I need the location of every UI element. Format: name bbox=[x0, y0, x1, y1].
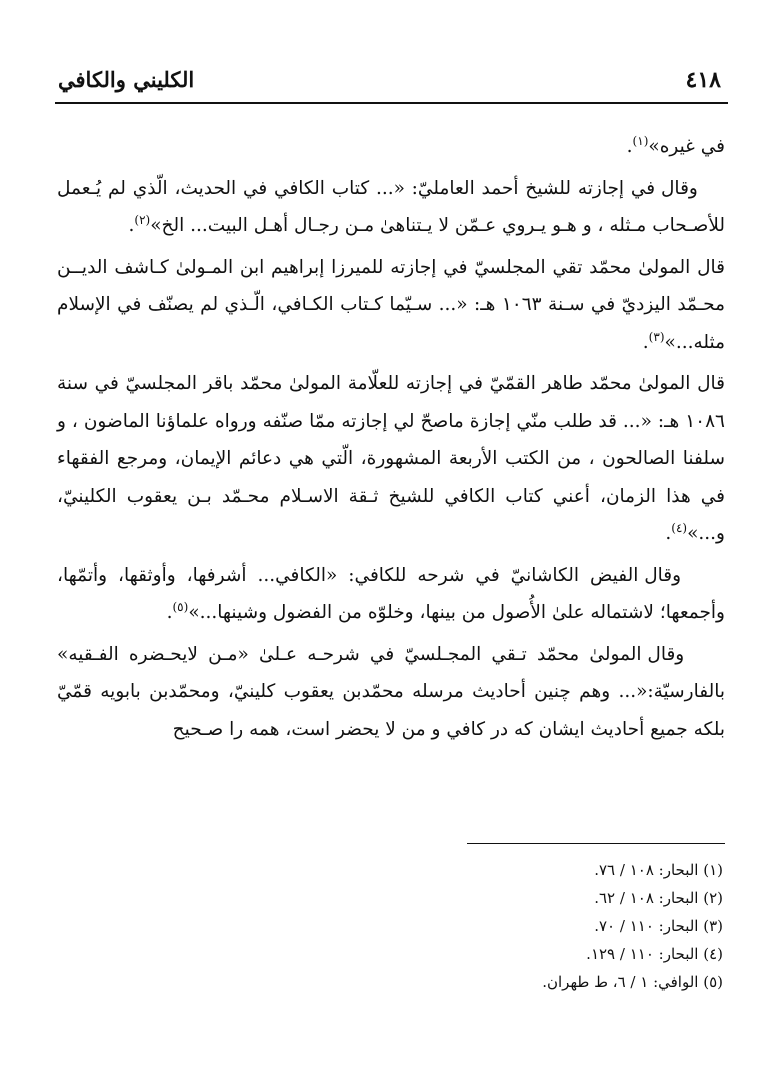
paragraph: وقال الفيض الكاشانيّ في شرحه للكافي: «الكافي... أشرفها، وأوثقها، وأتمّها، وأجمعها؛ لاشتماله علىٰ الأُصول من بينها، وخلوّه من الفضول وشينها...»$^{(٥)}$. bbox=[57, 564, 725, 623]
paragraph: قال المولىٰ محمّد طاهر القمّيّ في إجازته للعلّامة المولىٰ محمّد باقر المجلسيّ في سنة ١٠٨٦ هـ: «... قد طلب منّي إجازة ماصحّ لي إجازته ممّا صنّفه ورواه علماؤنا الماضون ، و سلفنا الصالحون ، من الكتب الأربعة المشهورة، الّتي هي دعائم الإيمان، ومرجع الفقهاء في هذا الزمان، أعني كتاب الكافي للشيخ ثـقة الاسـلام محـمّد بـن يعقوب الكلينيّ، و...»$^{(٤)}$. bbox=[57, 373, 725, 544]
footnote: (٢) البحار: ١٠٨ / ٦٢. bbox=[594, 889, 723, 907]
header-rule bbox=[55, 102, 728, 104]
paragraph: وقال المولىٰ محمّد تـقي المجـلسيّ في شرحـه عـلىٰ «مـن لايحـضره الفـقيه» بالفارسيّة:«... وهم چنين أحاديث مرسله محمّدبن يعقوب كلينيّ، ومحمّدبن بابويه قمّيّ بلكه جميع أحاديث ايشان كه در كافي و من لا يحضر است، همه را صـحيح bbox=[57, 643, 725, 740]
footnote-rule bbox=[467, 843, 725, 844]
page-number: ٤١٨ bbox=[685, 67, 721, 93]
footnote-ref[interactable]: (٢) bbox=[134, 212, 151, 227]
footnote-ref[interactable]: (١) bbox=[632, 133, 649, 148]
footnote: (١) البحار: ١٠٨ / ٧٦. bbox=[594, 861, 723, 879]
running-title: الكليني والكافي bbox=[58, 67, 195, 92]
paragraph: وقال في إجازته للشيخ أحمد العامليّ: «... كتاب الكافي في الحديث، الّذي لم يُـعمل للأصـحاب مـثله ، و هـو يـروي عـمّن لا يـتناهىٰ مـن رجـال أهـل البيت... الخ»$^{(٢)}$. bbox=[57, 177, 725, 236]
footnote: (٣) البحار: ١١٠ / ٧٠. bbox=[594, 917, 723, 935]
footnote-ref[interactable]: (٥) bbox=[172, 599, 189, 614]
paragraph: قال المولىٰ محمّد تقي المجلسيّ في إجازته للميرزا إبراهيم ابن المـولىٰ كـاشف الديــن محـمّد اليزديّ في سـنة ١٠٦٣ هـ: «... سـيّما كـتاب الكـافي، الّـذي لم يصنّف في الإسلام مثله...»$^{(٣)}$. bbox=[57, 256, 725, 353]
footnote: (٤) البحار: ١١٠ / ١٢٩. bbox=[586, 945, 723, 963]
footnote: (٥) الوافي: ١ / ٦، ط طهران. bbox=[542, 973, 723, 991]
footnote-ref[interactable]: (٤) bbox=[671, 520, 688, 535]
paragraph: في غيره»$^{(١)}$. bbox=[626, 133, 725, 157]
footnote-ref[interactable]: (٣) bbox=[648, 329, 665, 344]
main-text bbox=[57, 128, 725, 752]
footnotes bbox=[303, 856, 723, 996]
